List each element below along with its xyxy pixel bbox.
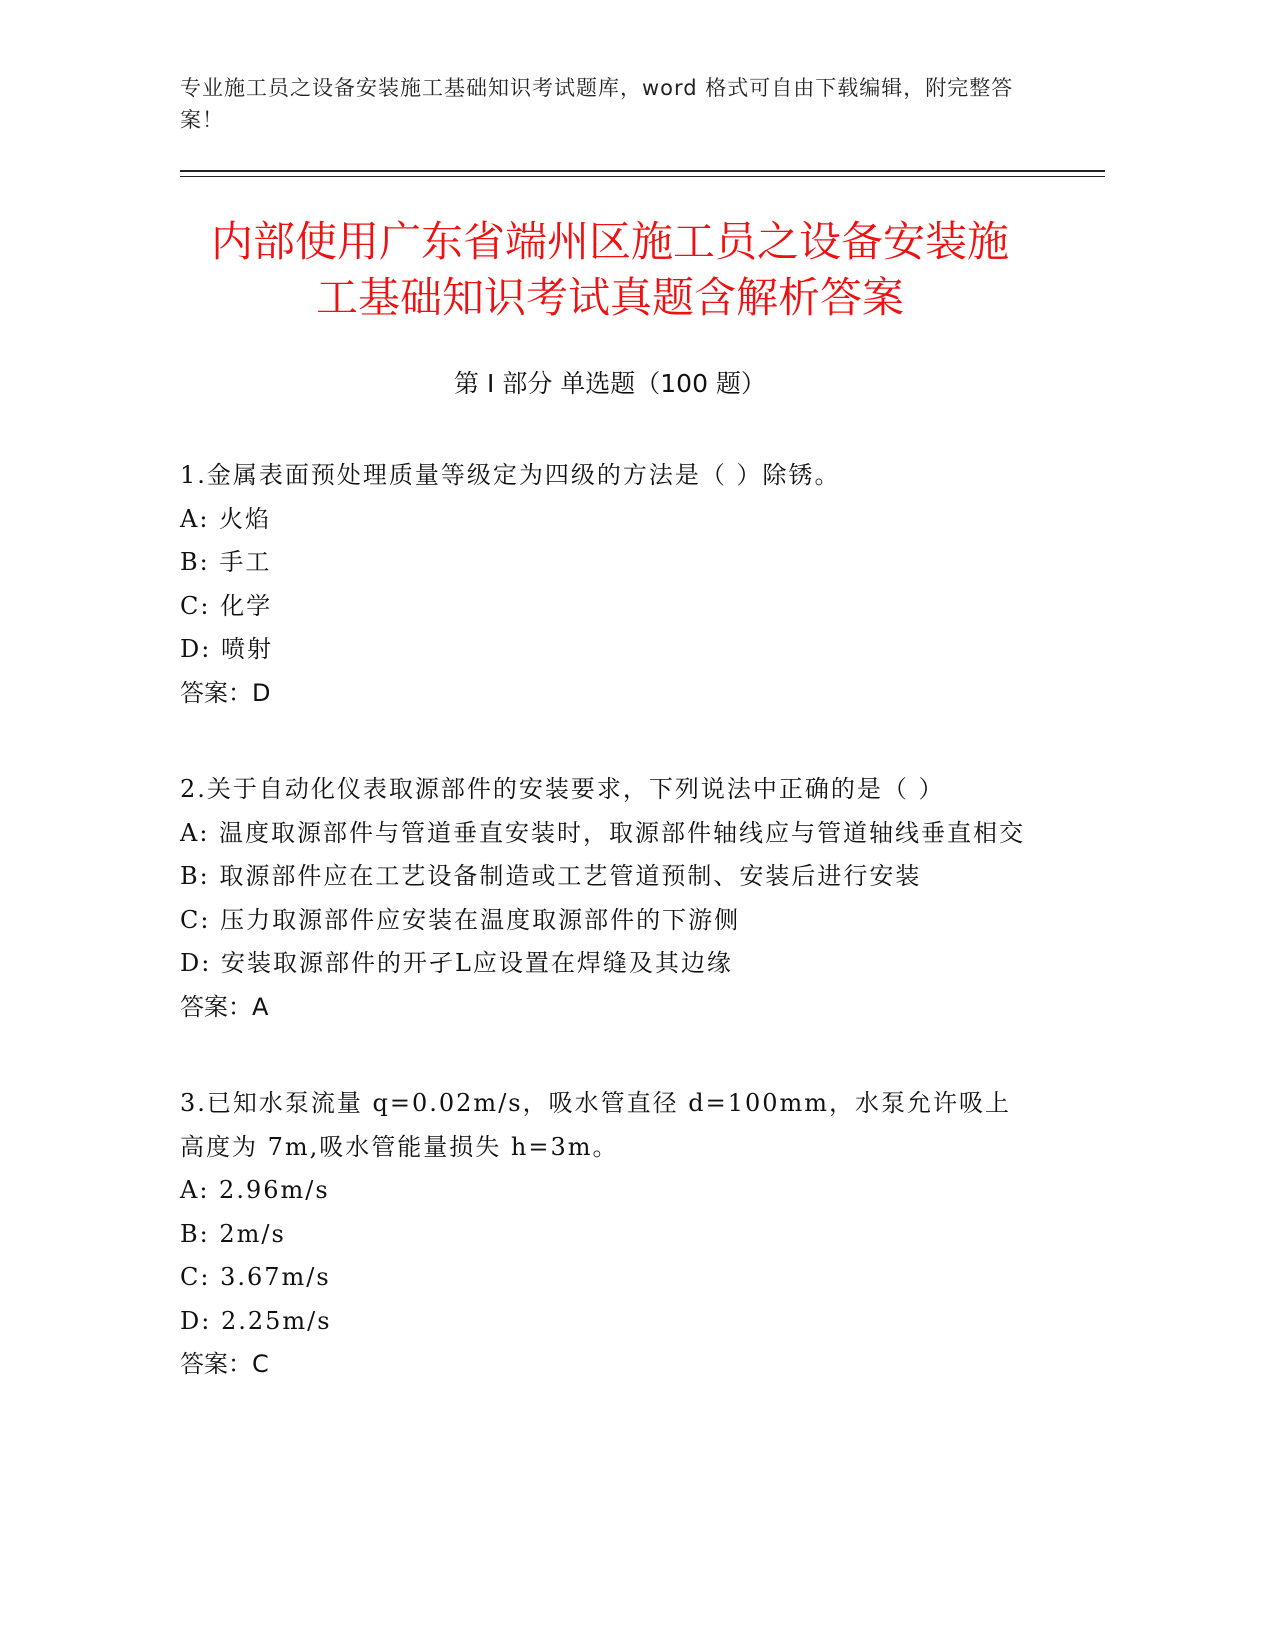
option-a: A: 温度取源部件与管道垂直安装时，取源部件轴线应与管道轴线垂直相交 — [180, 818, 1026, 847]
answer: 答案：A — [180, 992, 269, 1021]
option-b: B: 手工 — [180, 548, 272, 576]
header-note: 专业施工员之设备安装施工基础知识考试题库，word 格式可自由下载编辑，附完整答案！ — [180, 76, 1014, 132]
question-2 — [180, 768, 1030, 1029]
document-title — [180, 214, 1040, 326]
option-a: A: 火焰 — [180, 504, 272, 533]
answer: 答案：D — [180, 678, 271, 707]
question-3 — [180, 1082, 1030, 1387]
question-list — [180, 454, 1030, 1440]
header-divider-thin — [180, 176, 1105, 177]
option-d: D: 2.25m/s — [180, 1306, 332, 1335]
option-a: A: 2.96m/s — [180, 1176, 330, 1204]
document-title-line-2: 工基础知识考试真题含解析答案 — [315, 273, 904, 322]
option-c: C: 压力取源部件应安装在温度取源部件的下游侧 — [180, 905, 741, 934]
question-stem: 1.金属表面预处理质量等级定为四级的方法是（ ）除锈。 — [180, 461, 841, 489]
option-b: B: 取源部件应在工艺设备制造或工艺管道预制、安装后进行安装 — [180, 862, 922, 890]
option-d: D: 安装取源部件的开孑L应设置在焊缝及其边缘 — [180, 949, 733, 977]
answer: 答案：C — [180, 1350, 269, 1378]
section-title: 第 I 部分 单选题（100 题） — [454, 369, 766, 398]
option-d: D: 喷射 — [180, 635, 273, 663]
option-c: C: 3.67m/s — [180, 1263, 331, 1291]
option-b: B: 2m/s — [180, 1219, 286, 1248]
question-stem: 2.关于自动化仪表取源部件的安装要求，下列说法中正确的是（ ） — [180, 775, 945, 803]
header-divider-thick — [180, 170, 1105, 172]
question-1 — [180, 454, 1030, 715]
question-stem: 3.已知水泵流量 q=0.02m/s，吸水管直径 d=100mm，水泵允许吸上高度为 7m,吸水管能量损失 h=3m。 — [180, 1089, 1012, 1161]
option-c: C: 化学 — [180, 591, 273, 620]
document-title-line-1: 内部使用广东省端州区施工员之设备安装施 — [210, 217, 1009, 266]
